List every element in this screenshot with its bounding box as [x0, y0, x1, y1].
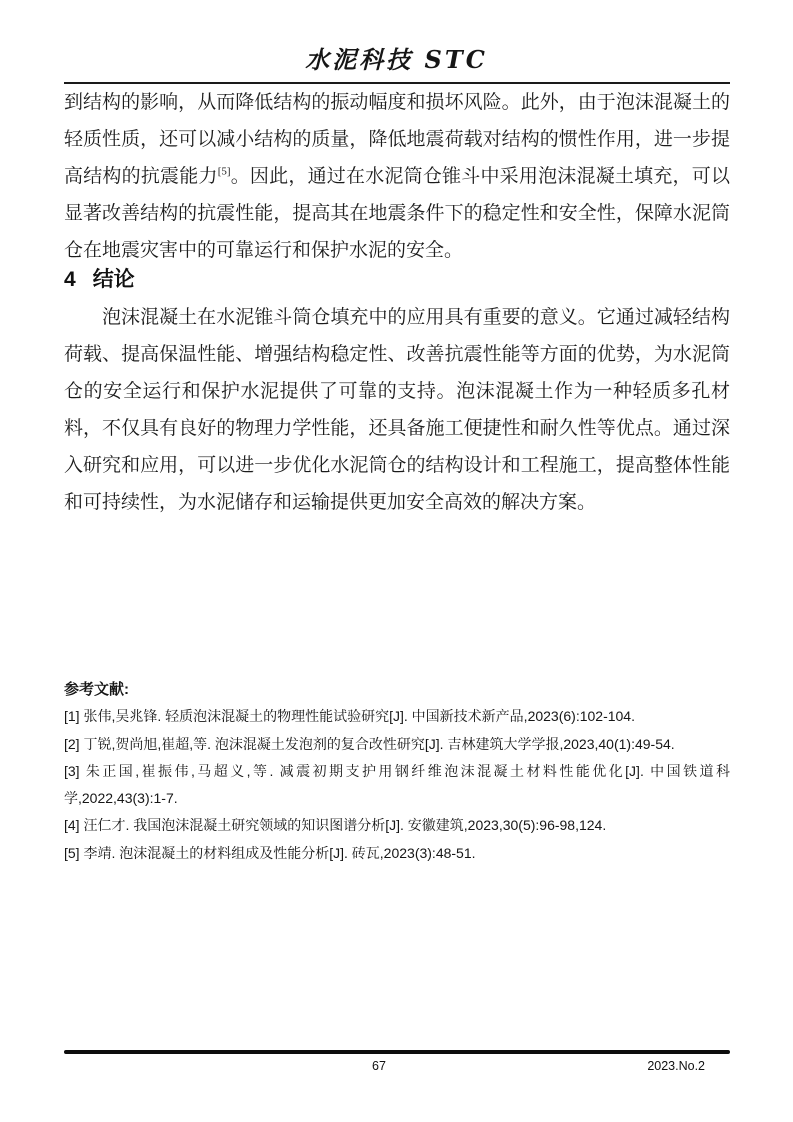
citation-superscript: [5] — [217, 165, 231, 178]
footer-divider-line — [64, 1050, 730, 1054]
footer-issue-label: 2023.No.2 — [647, 1059, 705, 1073]
paragraph-continuation-text-2: 。因此，通过在水泥筒仓锥斗中采用泡沫混凝土填充，可以显著改善结构的抗震性能，提高其在地震条件下的稳定性和安全性，保障水泥筒仓在地震灾害中的可靠运行和保护水泥的安全。 — [64, 166, 730, 262]
section-heading-conclusion — [64, 263, 135, 293]
section-title: 结论 — [92, 268, 135, 291]
section-number: 4 — [64, 268, 76, 291]
reference-item-4: [4] 汪仁才. 我国泡沫混凝土研究领域的知识图谱分析[J]. 安徽建筑,2023,30(5):96-98,124. — [64, 817, 607, 834]
conclusion-paragraph — [64, 299, 730, 522]
reference-item-2: [2] 丁锐,贺尚旭,崔超,等. 泡沫混凝土发泡剂的复合改性研究[J]. 吉林建筑大学学报,2023,40(1):49-54. — [64, 735, 675, 752]
references-heading: 参考文献: — [64, 681, 129, 698]
paragraph-continuation — [64, 84, 730, 269]
reference-item-3: [3] 朱正国,崔振伟,马超义,等. 减震初期支护用钢纤维泡沫混凝土材料性能优化[J]. 中国铁道科学,2022,43(3):1-7. — [64, 762, 730, 807]
conclusion-paragraph-text: 泡沫混凝土在水泥锥斗筒仓填充中的应用具有重要的意义。它通过减轻结构荷载、提高保温性能、增强结构稳定性、改善抗震性能等方面的优势，为水泥筒仓的安全运行和保护水泥提供了可靠的支持。泡沫混凝土作为一种轻质多孔材料，不仅具有良好的物理力学性能，还具备施工便捷性和耐久性等优点。通过深入研究和应用，可以进一步优化水泥筒仓的结构设计和工程施工，提高整体性能和可持续性，为水泥储存和运输提供更加安全高效的解决方案。 — [64, 307, 730, 514]
reference-item-5: [5] 李靖. 泡沫混凝土的材料组成及性能分析[J]. 砖瓦,2023(3):48-51. — [64, 844, 476, 861]
reference-item-1: [1] 张伟,吴兆锋. 轻质泡沫混凝土的物理性能试验研究[J]. 中国新技术新产品,2023(6):102-104. — [64, 708, 635, 725]
references-section — [64, 676, 730, 867]
footer-page-number: 67 — [372, 1059, 386, 1073]
paragraph-continuation-text-1: 到结构的影响，从而降低结构的振动幅度和损坏风险。此外，由于泡沫混凝土的轻质性质，还可以减小结构的质量，降低地震荷载对结构的惯性作用，进一步提高结构的抗震能力 — [64, 92, 730, 188]
journal-header-title: 水泥科技 STC — [305, 45, 488, 74]
